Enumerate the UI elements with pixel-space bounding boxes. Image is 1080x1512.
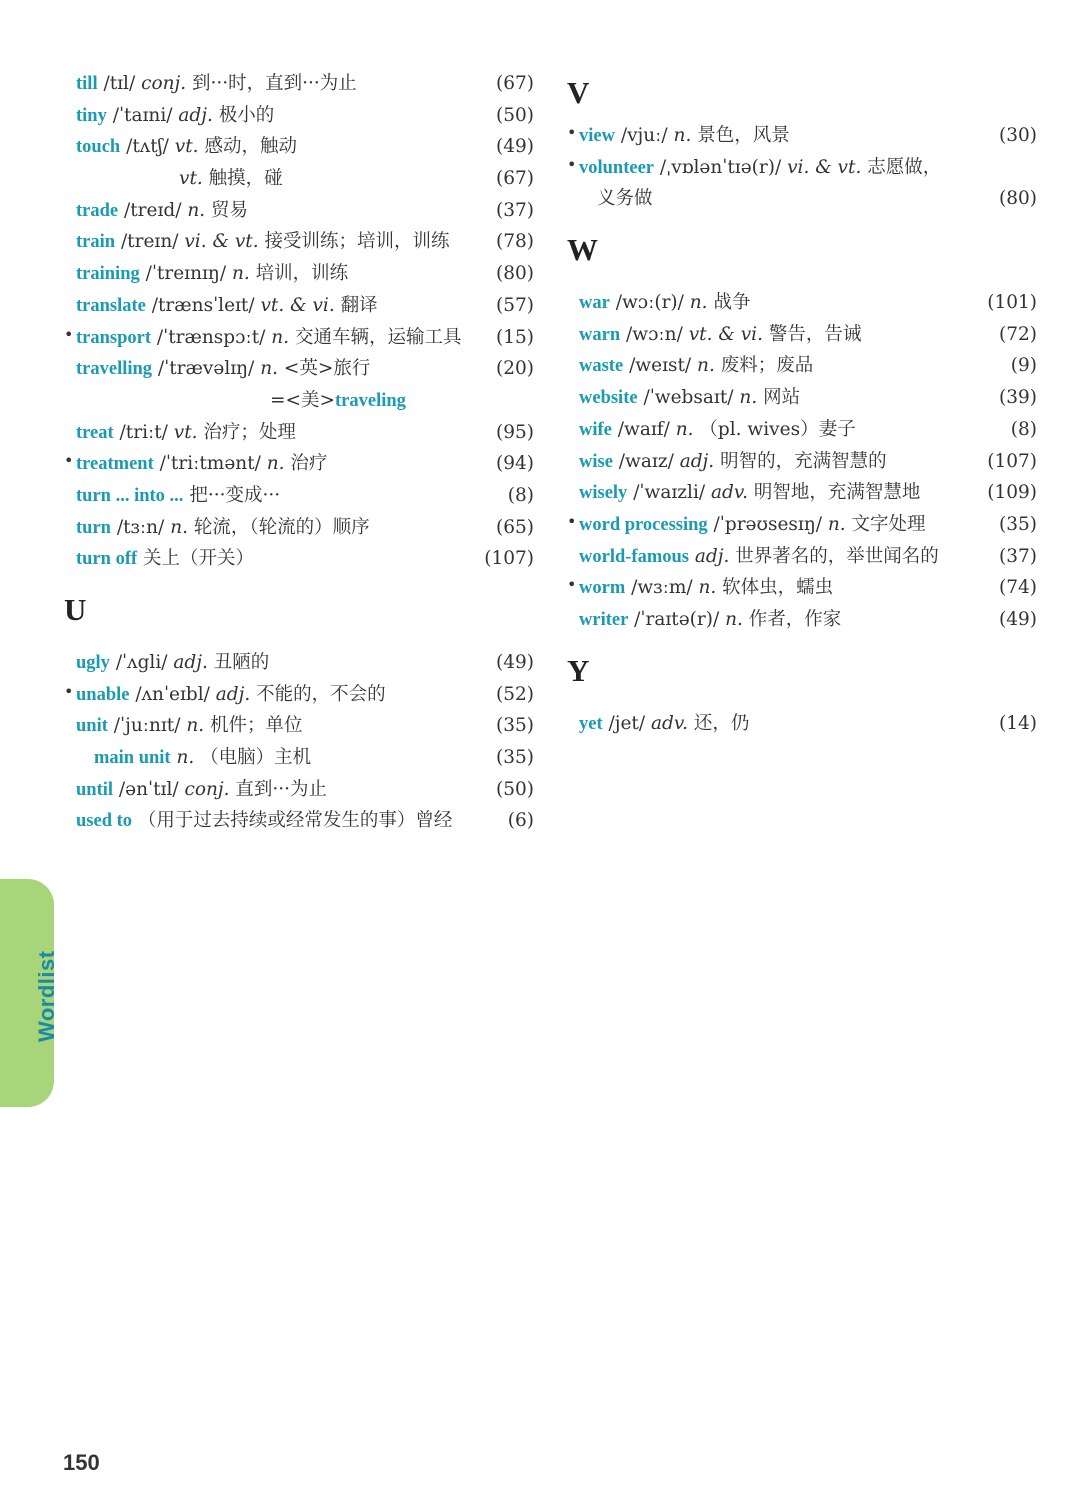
word-entry bbox=[567, 350, 1037, 382]
headword[interactable]: until bbox=[76, 779, 114, 800]
entry-body bbox=[579, 509, 977, 542]
unit-reference: (65) bbox=[496, 516, 534, 538]
headword[interactable]: turn off bbox=[76, 549, 138, 570]
part-of-speech: vt. bbox=[174, 136, 199, 158]
word-entry bbox=[64, 647, 534, 679]
new-word-bullet: • bbox=[567, 511, 577, 531]
definition: 明智地，充满智慧地 bbox=[748, 482, 921, 504]
part-of-speech: n. bbox=[673, 125, 692, 146]
headword[interactable]: yet bbox=[579, 713, 603, 734]
entry-body bbox=[270, 385, 474, 418]
new-word-bullet: • bbox=[64, 324, 74, 344]
section-gap bbox=[567, 636, 1037, 646]
pronunciation: /treɪn/ bbox=[115, 231, 185, 253]
word-entry bbox=[64, 195, 534, 227]
unit-reference: (101) bbox=[987, 292, 1037, 314]
unit-reference: (80) bbox=[999, 188, 1037, 210]
unit-reference: (39) bbox=[999, 387, 1037, 409]
entry-body bbox=[76, 195, 474, 228]
headword[interactable]: till bbox=[76, 74, 98, 94]
part-of-speech: vt. bbox=[173, 421, 198, 443]
word-entry bbox=[64, 290, 534, 322]
part-of-speech: n. bbox=[725, 608, 743, 630]
definition: 翻译 bbox=[334, 294, 378, 316]
part-of-speech: adv. bbox=[711, 482, 749, 504]
headword[interactable]: translate bbox=[76, 295, 146, 316]
definition: 义务做 bbox=[597, 188, 653, 210]
unit-reference: (14) bbox=[999, 712, 1037, 734]
pronunciation: /ˈjuːnɪt/ bbox=[107, 715, 187, 737]
word-entry bbox=[64, 417, 534, 449]
pronunciation: /ˈprəʊsesɪŋ/ bbox=[707, 513, 828, 535]
unit-reference: (50) bbox=[496, 104, 534, 126]
word-entry bbox=[64, 100, 534, 132]
unit-reference: (6) bbox=[507, 810, 534, 832]
part-of-speech: n. bbox=[689, 292, 708, 314]
unit-reference: (49) bbox=[496, 136, 534, 158]
new-word-bullet: • bbox=[64, 451, 74, 471]
part-of-speech: n. bbox=[827, 513, 846, 535]
part-of-speech: n. bbox=[697, 355, 715, 377]
definition: 培训，训练 bbox=[249, 263, 349, 285]
entry-body bbox=[579, 152, 977, 185]
headword[interactable]: unit bbox=[76, 716, 108, 737]
definition: 明智的，充满智慧的 bbox=[714, 450, 887, 472]
definition: 治疗；处理 bbox=[197, 421, 296, 443]
unit-reference: (37) bbox=[999, 545, 1037, 567]
headword[interactable]: ugly bbox=[76, 653, 110, 673]
headword[interactable]: worm bbox=[579, 578, 626, 599]
definition: 治疗 bbox=[284, 453, 328, 475]
part-of-speech: n. bbox=[170, 747, 195, 769]
entry-body bbox=[579, 350, 977, 383]
pronunciation: /wɜːm/ bbox=[625, 577, 699, 599]
part-of-speech: n. bbox=[271, 326, 290, 348]
definition: 丑陋的 bbox=[207, 652, 270, 673]
word-entry bbox=[567, 446, 1037, 478]
equivalence-prefix: =<美> bbox=[270, 389, 336, 411]
headword[interactable]: traveling bbox=[335, 390, 406, 411]
headword[interactable]: volunteer bbox=[579, 157, 655, 178]
entry-body bbox=[76, 290, 474, 323]
new-word-bullet: • bbox=[567, 575, 577, 595]
entry-body bbox=[76, 710, 474, 743]
pronunciation: /waɪf/ bbox=[611, 418, 676, 440]
word-entry bbox=[64, 322, 534, 354]
definition: 贸易 bbox=[205, 199, 249, 221]
section-gap bbox=[64, 575, 534, 585]
part-of-speech: conj. bbox=[141, 73, 187, 94]
entry-body bbox=[76, 448, 474, 481]
headword[interactable]: wife bbox=[579, 419, 612, 440]
pronunciation: /treɪd/ bbox=[118, 199, 188, 221]
headword[interactable]: waste bbox=[579, 356, 624, 377]
pronunciation: /tɜːn/ bbox=[110, 516, 171, 538]
headword[interactable]: touch bbox=[76, 137, 121, 158]
section-letter: U bbox=[64, 592, 87, 627]
new-word-bullet: • bbox=[567, 123, 577, 142]
entry-body bbox=[76, 68, 474, 101]
headword[interactable]: war bbox=[579, 293, 610, 314]
pronunciation: /wɔːn/ bbox=[620, 323, 689, 345]
unit-reference: (37) bbox=[496, 199, 534, 221]
unit-reference: (109) bbox=[987, 482, 1037, 504]
definition: 把···变成··· bbox=[189, 484, 281, 506]
entry-body bbox=[76, 417, 474, 450]
definition: 轮流，（轮流的）顺序 bbox=[187, 516, 370, 538]
section-gap bbox=[567, 215, 1037, 225]
unit-reference: (57) bbox=[496, 294, 534, 316]
headword[interactable]: treat bbox=[76, 422, 114, 443]
headword[interactable]: website bbox=[579, 388, 638, 409]
unit-reference: (50) bbox=[496, 778, 534, 800]
headword[interactable]: main unit bbox=[94, 748, 171, 769]
headword[interactable]: used to bbox=[76, 811, 133, 832]
pronunciation: /jet/ bbox=[602, 712, 651, 734]
part-of-speech: n. bbox=[186, 715, 205, 737]
page-number: 150 bbox=[63, 1450, 100, 1475]
entry-body bbox=[179, 163, 474, 195]
word-entry bbox=[567, 604, 1037, 636]
part-of-speech: adj. bbox=[694, 545, 730, 567]
entry-body bbox=[579, 382, 977, 415]
definition: 还，仍 bbox=[688, 712, 750, 734]
part-of-speech: n. bbox=[260, 358, 278, 380]
headword[interactable]: turn ... into ... bbox=[76, 485, 184, 506]
part-of-speech: adv. bbox=[650, 712, 688, 734]
definition: 景色，风景 bbox=[691, 125, 790, 146]
headword[interactable]: wise bbox=[579, 451, 613, 472]
unit-reference: (15) bbox=[496, 326, 534, 348]
part-of-speech: vi. & vt. bbox=[787, 156, 862, 178]
pronunciation: /ˈwebsaɪt/ bbox=[637, 387, 740, 409]
unit-reference: (107) bbox=[987, 450, 1037, 472]
definition: 极小的 bbox=[212, 104, 275, 126]
headword[interactable]: wisely bbox=[579, 483, 628, 504]
word-entry bbox=[567, 319, 1037, 351]
definition: 到···时，直到···为止 bbox=[186, 73, 357, 94]
unit-reference: (20) bbox=[496, 358, 534, 380]
unit-reference: (35) bbox=[496, 747, 534, 769]
word-entry bbox=[567, 708, 1037, 740]
entry-body bbox=[76, 353, 474, 386]
definition: 软体虫，蠕虫 bbox=[716, 577, 834, 599]
word-entry bbox=[567, 152, 1037, 184]
word-entry bbox=[567, 414, 1037, 446]
word-entry bbox=[64, 68, 534, 100]
headword[interactable]: training bbox=[76, 264, 140, 285]
entry-body bbox=[579, 572, 977, 605]
entry-body bbox=[76, 100, 474, 133]
pronunciation: /wɔː(r)/ bbox=[609, 292, 690, 314]
part-of-speech: n. bbox=[675, 418, 694, 440]
definition: 志愿做， bbox=[861, 156, 942, 178]
entry-body bbox=[76, 512, 474, 545]
word-entry bbox=[64, 226, 534, 258]
right-column bbox=[567, 68, 1037, 739]
unit-reference: (35) bbox=[999, 513, 1037, 535]
entry-body bbox=[76, 480, 474, 513]
left-column bbox=[64, 68, 534, 837]
definition: 接受训练；培训，训练 bbox=[258, 231, 450, 253]
word-entry bbox=[567, 287, 1037, 319]
pronunciation: /weɪst/ bbox=[623, 355, 698, 377]
entry-body bbox=[94, 742, 474, 775]
pronunciation: /ʌnˈeɪbl/ bbox=[129, 683, 216, 705]
unit-reference: (72) bbox=[999, 323, 1037, 345]
word-entry bbox=[567, 477, 1037, 509]
entry-body bbox=[579, 477, 977, 510]
entry-body bbox=[579, 120, 977, 153]
pronunciation: /ˌvɒlənˈtɪə(r)/ bbox=[654, 156, 788, 178]
entry-body bbox=[76, 647, 474, 680]
headword[interactable]: turn bbox=[76, 517, 111, 538]
unit-reference: (35) bbox=[496, 715, 534, 737]
word-entry bbox=[567, 382, 1037, 414]
definition: （用于过去持续或经常发生的事）曾经 bbox=[137, 810, 453, 832]
unit-reference: (67) bbox=[496, 73, 534, 94]
part-of-speech: adj. bbox=[178, 104, 213, 126]
word-entry bbox=[567, 572, 1037, 604]
definition: 感动，触动 bbox=[198, 136, 297, 158]
word-entry bbox=[64, 710, 534, 742]
definition: 战争 bbox=[707, 292, 751, 314]
entry-body bbox=[579, 446, 977, 479]
pronunciation: /ˈtriːtmənt/ bbox=[153, 453, 267, 475]
unit-reference: (74) bbox=[999, 577, 1037, 599]
part-of-speech: vt. bbox=[179, 168, 203, 190]
unit-reference: (9) bbox=[1010, 355, 1037, 377]
unit-reference: (49) bbox=[496, 652, 534, 673]
unit-reference: (107) bbox=[484, 548, 534, 570]
definition: 网站 bbox=[757, 387, 801, 409]
unit-reference: (30) bbox=[999, 125, 1037, 146]
definition: 作者，作家 bbox=[742, 608, 842, 630]
word-entry bbox=[567, 120, 1037, 152]
word-entry bbox=[64, 131, 534, 163]
word-entry bbox=[64, 805, 534, 837]
headword[interactable]: travelling bbox=[76, 359, 153, 380]
word-entry bbox=[64, 480, 534, 512]
word-entry bbox=[64, 448, 534, 480]
entry-body bbox=[76, 322, 474, 355]
pronunciation: /ˈraɪtə(r)/ bbox=[628, 608, 726, 630]
part-of-speech: vt. & vi. bbox=[260, 294, 335, 316]
word-entry bbox=[64, 679, 534, 711]
entry-body bbox=[76, 805, 474, 838]
unit-reference: (49) bbox=[999, 608, 1037, 630]
unit-reference: (67) bbox=[496, 168, 534, 190]
definition: 交通车辆，运输工具 bbox=[289, 326, 462, 348]
part-of-speech: n. bbox=[698, 577, 717, 599]
headword[interactable]: tiny bbox=[76, 105, 107, 126]
word-entry bbox=[567, 541, 1037, 573]
new-word-bullet: • bbox=[567, 154, 577, 174]
word-entry bbox=[567, 509, 1037, 541]
definition: 不能的，不会的 bbox=[250, 683, 386, 705]
entry-body bbox=[579, 604, 977, 637]
part-of-speech: adj. bbox=[679, 450, 715, 472]
definition: 机件；单位 bbox=[204, 715, 303, 737]
entry-body bbox=[76, 774, 474, 807]
unit-reference: (52) bbox=[496, 683, 534, 705]
pronunciation: /trænsˈleɪt/ bbox=[145, 294, 261, 316]
pronunciation: /ˈtrævəlɪŋ/ bbox=[152, 358, 261, 380]
part-of-speech: n. bbox=[170, 516, 188, 538]
headword[interactable]: word processing bbox=[579, 514, 708, 535]
entry-body bbox=[579, 287, 977, 320]
unit-reference: (80) bbox=[496, 263, 534, 285]
section-letter: V bbox=[567, 75, 590, 110]
part-of-speech: n. bbox=[187, 199, 206, 221]
entry-body bbox=[76, 258, 474, 291]
pronunciation: /waɪz/ bbox=[612, 450, 680, 472]
unit-reference: (95) bbox=[496, 421, 534, 443]
definition: <英>旅行 bbox=[277, 358, 371, 380]
pronunciation: /ˈʌgli/ bbox=[109, 652, 174, 673]
unit-reference: (94) bbox=[496, 453, 534, 475]
headword[interactable]: view bbox=[579, 126, 615, 146]
part-of-speech: vt. & vi. bbox=[688, 323, 763, 345]
definition: 触摸，碰 bbox=[202, 168, 283, 190]
part-of-speech: conj. bbox=[184, 778, 230, 800]
side-tab-label: Wordlist bbox=[34, 950, 59, 1042]
word-entry bbox=[64, 385, 534, 417]
new-word-bullet: • bbox=[64, 681, 74, 701]
pronunciation: /ˈtreɪnɪŋ/ bbox=[139, 263, 232, 285]
pronunciation: /triːt/ bbox=[113, 421, 174, 443]
word-entry bbox=[64, 512, 534, 544]
entry-body bbox=[76, 543, 474, 576]
part-of-speech: n. bbox=[266, 453, 285, 475]
definition: 关上（开关） bbox=[143, 548, 255, 570]
definition: （pl. wives）妻子 bbox=[693, 418, 856, 440]
unit-reference: (8) bbox=[1010, 418, 1037, 440]
headword[interactable]: treatment bbox=[76, 454, 154, 475]
word-entry bbox=[64, 742, 534, 774]
definition: 警告，告诫 bbox=[762, 323, 862, 345]
part-of-speech: n. bbox=[231, 263, 250, 285]
entry-body bbox=[76, 679, 474, 712]
entry-body bbox=[579, 541, 977, 574]
definition: 文字处理 bbox=[845, 513, 926, 535]
word-entry bbox=[64, 543, 534, 575]
section-letter: W bbox=[567, 232, 598, 268]
headword[interactable]: world-famous bbox=[579, 546, 689, 567]
pronunciation: /tɪl/ bbox=[97, 73, 142, 94]
pronunciation: /ˈtaɪni/ bbox=[106, 104, 179, 126]
unit-reference: (78) bbox=[496, 231, 534, 253]
entry-body bbox=[579, 708, 977, 741]
pronunciation: /ˈtrænspɔːt/ bbox=[151, 326, 272, 348]
unit-reference: (8) bbox=[507, 484, 534, 506]
word-entry bbox=[64, 258, 534, 290]
word-entry bbox=[64, 353, 534, 385]
word-entry bbox=[64, 774, 534, 806]
entry-body bbox=[597, 183, 977, 215]
headword[interactable]: unable bbox=[76, 684, 130, 705]
headword[interactable]: transport bbox=[76, 327, 152, 348]
entry-body bbox=[76, 131, 474, 164]
word-entry bbox=[567, 183, 1037, 215]
part-of-speech: vi. & vt. bbox=[184, 231, 259, 253]
definition: 废料；废品 bbox=[714, 355, 814, 377]
pronunciation: /vjuː/ bbox=[614, 125, 674, 146]
definition: （电脑）主机 bbox=[194, 747, 312, 769]
headword[interactable]: warn bbox=[579, 324, 621, 345]
entry-body bbox=[76, 226, 474, 259]
pronunciation: /ənˈtɪl/ bbox=[113, 778, 185, 800]
word-entry bbox=[64, 163, 534, 195]
pronunciation: /ˈwaɪzli/ bbox=[627, 482, 711, 504]
part-of-speech: adj. bbox=[215, 683, 251, 705]
section-letter: Y bbox=[567, 652, 590, 688]
headword[interactable]: writer bbox=[579, 609, 629, 630]
definition: 世界著名的，举世闻名的 bbox=[729, 545, 939, 567]
part-of-speech: adj. bbox=[173, 652, 208, 673]
headword[interactable]: train bbox=[76, 232, 116, 253]
pronunciation: /tʌtʃ/ bbox=[120, 136, 175, 158]
definition: 直到···为止 bbox=[229, 778, 328, 800]
entry-body bbox=[579, 319, 977, 352]
entry-body bbox=[579, 414, 977, 447]
part-of-speech: n. bbox=[739, 387, 758, 409]
headword[interactable]: trade bbox=[76, 200, 119, 221]
